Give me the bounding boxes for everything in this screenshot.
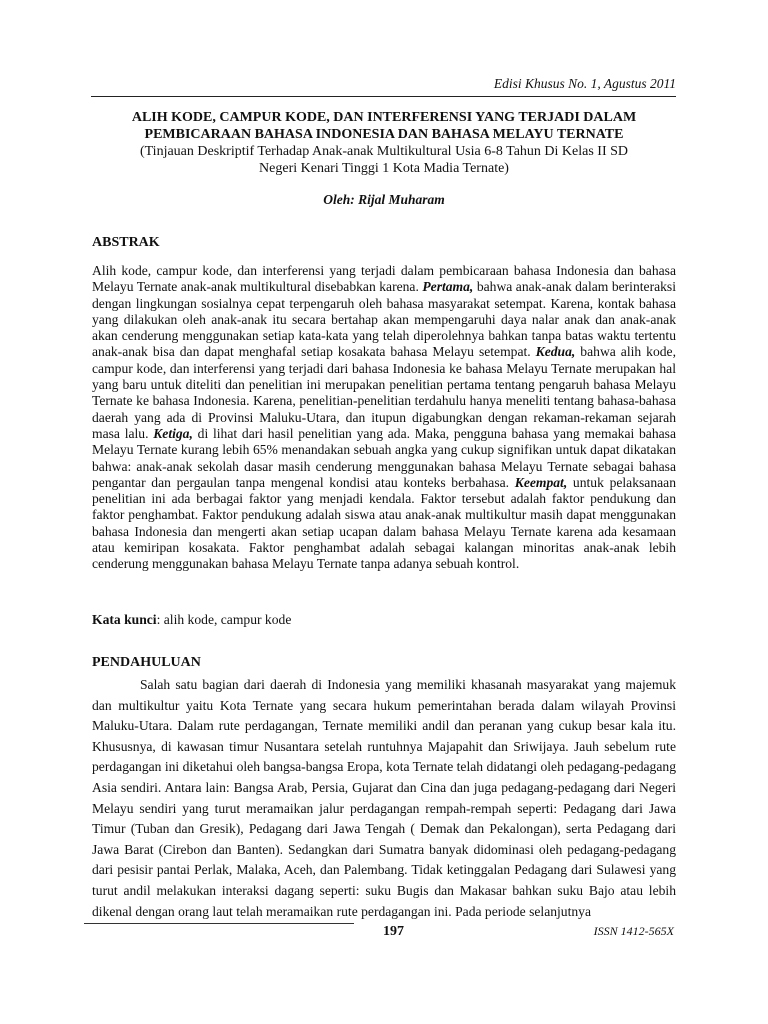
title-line-2: PEMBICARAAN BAHASA INDONESIA DAN BAHASA MELAYU TERNATE — [144, 127, 624, 142]
abstract-text-4: di lihat dari hasil penelitian yang ada. Maka, pengguna bahasa yang memakai bahasa Melayu Ternate kurang lebih 65% menandakan sebuah angka yang cukup signifikan untuk dapat dikatakan bahwa: anak-anak sekolah dasar masih cenderung menggunakan bahasa Melayu Ternate sebagai bahasa pengantar dan pergaulan tanpa mengenal kondisi atau konteks berbahasa. — [92, 425, 676, 490]
abstract-text-3: bahwa alih kode, campur kode, dan interferensi yang terjadi dari bahasa Indonesia ke bahasa Melayu Ternate merupakan hal yang baru untuk diteliti dan penelitian ini merupakan penelitian pertama tentang pengaruh bahasa Melayu Ternate ke bahasa Indonesia. Karena, penelitian-penelitian terdahulu hanya meneliti tentang bahasa-bahasa daerah yang ada di Provinsi Maluku-Utara, dan itupun digabungkan dengan rekaman-rekaman sejarah masa lalu. — [92, 344, 676, 441]
article-subtitle — [92, 143, 676, 177]
keywords-label: Kata kunci — [92, 612, 157, 627]
abstract-keyword-pertama: Pertama, — [422, 279, 474, 295]
abstract-heading: ABSTRAK — [92, 235, 160, 250]
abstract-keyword-keempat: Keempat, — [514, 474, 568, 490]
abstract-text-2: bahwa anak-anak dalam berinteraksi dengan lingkungan sosialnya cepat terpengaruh oleh bahasa masyarakat setempat. Karena, kontak bahasa yang dilakukan oleh anak-anak itu secara bertahap akan mempengaruhi daya nalar anak dan anak-anak akan cenderung menggunakan setiap kata-kata yang telah diperolehnya bahkan tanpa batas waktu tertentu anak-anak bisa dan dapat menghafal setiap kosakata bahasa Melayu setempat. — [92, 279, 676, 360]
subtitle-line-2: Negeri Kenari Tinggi 1 Kota Madia Ternate) — [259, 161, 509, 176]
header-rule — [91, 96, 676, 97]
abstract-text-1: Alih kode, campur kode, dan interferensi yang terjadi dalam pembicaraan bahasa Indonesia dan bahasa Melayu Ternate anak-anak multikultural disebabkan karena. — [92, 263, 676, 295]
subtitle-line-1: (Tinjauan Deskriptif Terhadap Anak-anak Multikultural Usia 6-8 Tahun Di Kelas II SD — [139, 144, 629, 159]
introduction-heading: PENDAHULUAN — [92, 655, 201, 670]
abstract-paragraph — [92, 263, 676, 573]
abstract-keyword-ketiga: Ketiga, — [153, 425, 193, 441]
abstract-keyword-kedua: Kedua, — [535, 344, 576, 360]
keywords-line — [92, 612, 291, 628]
edition-note: Edisi Khusus No. 1, Agustus 2011 — [493, 76, 676, 91]
introduction-paragraph: Salah satu bagian dari daerah di Indonesia yang memiliki khasanah masyarakat yang majemuk dan multikultur yaitu Kota Ternate yang secara hukum pemerintahan berada dalam wilayah Provinsi Maluku-Utara. Dalam rute perdagangan, Ternate memiliki andil dan peranan yang cukup besar kala itu. Khususnya, di kawasan timur Nusantara setelah runtuhnya Majapahit dan Sriwijaya. Jauh sebelum rute perdagangan ini diketahui oleh bangsa-bangsa Eropa, kota Ternate telah didatangi oleh pedagang-pedagang Asia sendiri. Antara lain: Bangsa Arab, Persia, Gujarat dan Cina dan juga pedagang-pedagang dari Negeri Melayu sendiri yang turut meramaikan jalur perdagangan rempah-rempah seperti: Pedagang dari Jawa Timur (Tuban dan Gresik), Pedagang dari Jawa Tengah ( Demak dan Pekalongan), serta Pedagang dari Jawa Barat (Cirebon dan Banten). Sedangkan dari Sumatra banyak didominasi oleh pedagang-pedagang dari pesisir pantai Perlak, Malaka, Aceh, dan Palembang. Tidak ketinggalan Pedagang dari Sulawesi yang turut andil melakukan interaksi dagang seperti: suku Bugis dan Makasar bahkan suku Bajo atau lebih dikenal dengan orang laut telah meramaikan rute perdagangan ini. Pada periode selanjutnya — [92, 677, 676, 919]
article-title — [92, 109, 676, 143]
page-number: 197 — [383, 924, 404, 939]
footer-rule — [84, 923, 354, 924]
issn-label: ISSN 1412-565X — [593, 924, 674, 938]
abstract-text-5: untuk pelaksanaan penelitian ini ada berbagai faktor yang menjadi kendala. Faktor tersebut adalah faktor pendukung dan faktor penghambat. Faktor pendukung adalah siswa atau anak-anak multikultur masih dapat menggunakan bahasa Indonesia dan mengerti akan setiap ucapan dalam bahasa Melayu Ternate karena ada kesamaan atau kemiripan kosakata. Faktor penghambat adalah sebagai kalangan minoritas anak-anak lebih cenderung menggunakan bahasa Melayu Ternate tanpa adanya sebuah kontrol. — [92, 474, 676, 572]
keywords-value: : alih kode, campur kode — [156, 612, 292, 627]
title-line-1: ALIH KODE, CAMPUR KODE, DAN INTERFERENSI YANG TERJADI DALAM — [131, 110, 637, 125]
author-byline: Oleh: Rijal Muharam — [323, 192, 445, 207]
